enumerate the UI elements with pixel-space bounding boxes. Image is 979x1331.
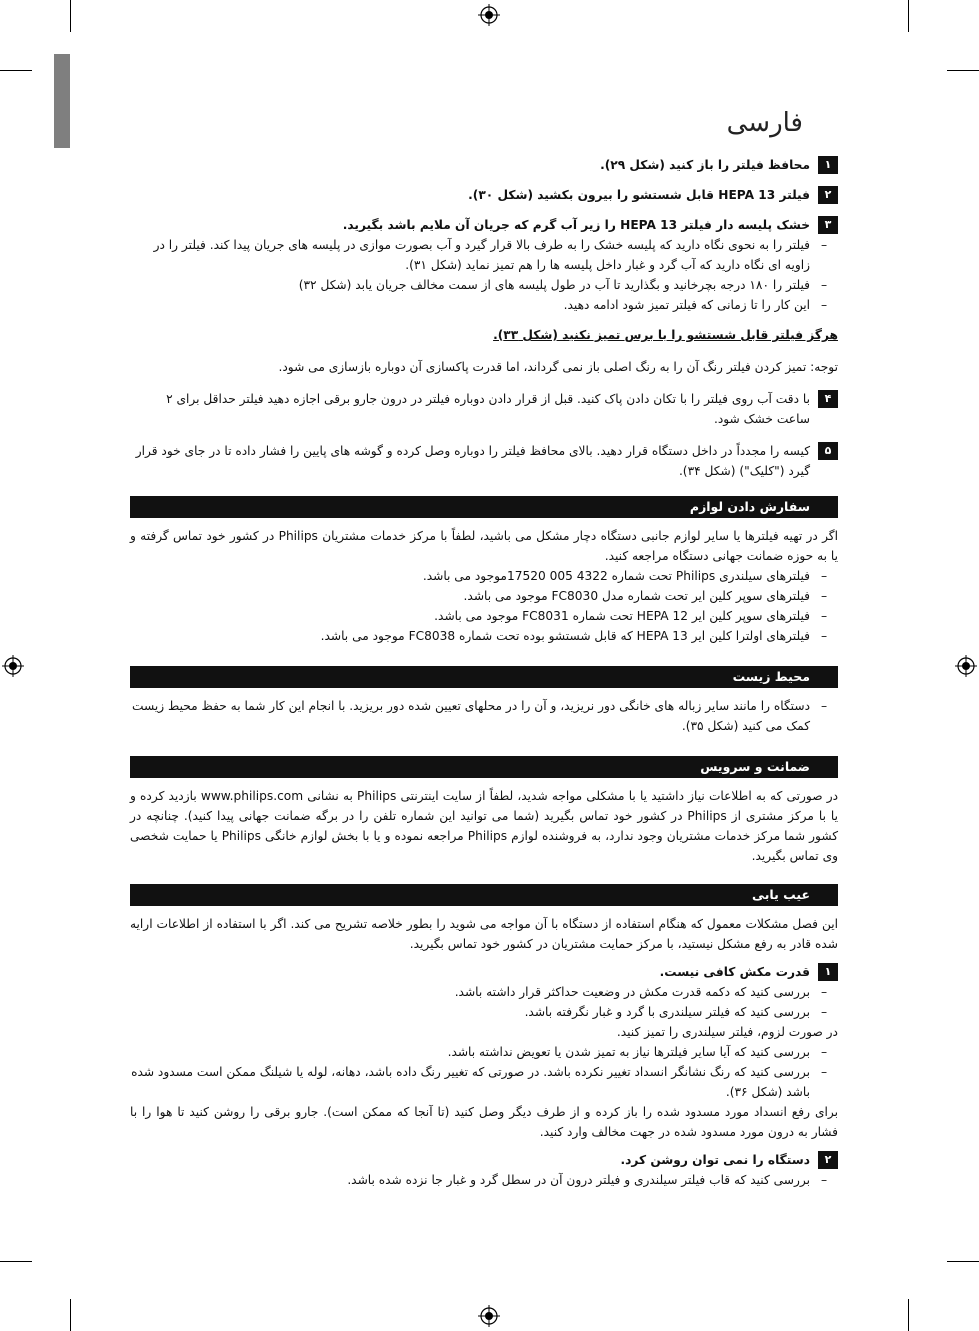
step-text: محافظ فیلتر را باز کنید (شکل ۲۹). [600,158,810,172]
body-paragraph: برای رفع انسداد مورد مسدود شده را باز کرده و از طرف دیگر وصل کنید (تا آنجا که ممکن است). جارو برقی را روشن کنید تا هوا را با فشار به درون مورد مسدود شده در جهت مخالف وارد کنید. [130,1105,838,1139]
section-heading: ضمانت و سرویس [130,756,838,778]
list-item [130,295,838,315]
list-item-text: فیلترهای سیلندری Philips تحت شماره 4322 005 17520موجود می باشد. [422,569,810,583]
list-item [130,566,838,586]
crop-mark [0,1261,32,1262]
step-4 [130,389,838,429]
list-item-text: فیلترهای سوپر کلین ایر HEPA 12 تحت شماره FC8031 موجود می باشد. [434,609,810,623]
step-5 [130,441,838,481]
dash-icon: – [820,1173,828,1187]
crop-mark [70,0,71,32]
list-item [130,1042,838,1062]
section-paragraph: اگر در تهیه فیلترها یا سایر لوازم جانبی دستگاه دچار مشکل می باشید، لطفاً با مرکز خدمات مشتریان Philips در کشور خود تماس گرفته و یا به حوزه ضمانت جهانی دستگاه مراجعه کنید. [130,529,838,563]
dash-icon: – [820,1005,828,1019]
step-text: خشک پلیسه دار فیلتر HEPA 13 را زیر آب گرم که جریان آن ملایم باشد بگیرید. [342,218,810,232]
list-item [130,275,838,295]
step-text: فیلتر HEPA 13 قابل شستشو را بیرون بکشید (شکل ۳۰). [468,188,810,202]
crop-mark [908,1299,909,1331]
step-number: ۱ [818,156,838,174]
list-item-text: فیلتر را ۱۸۰ درجه بچرخانید و بگذارید تا آب در طول پلیسه های از سمت مخالف جریان یابد (شکل ۳۲) [298,278,810,292]
step-number: ۴ [818,390,838,408]
registration-mark-icon [478,1305,500,1327]
list-item-text: این کار را تا زمانی که فیلتر تمیز شود ادامه دهید. [563,298,810,312]
list-item [130,1062,838,1102]
section-accessories [130,496,838,646]
dash-icon: – [820,569,828,583]
list-item-text: بررسی کنید که آیا سایر فیلترها نیاز به تمیز شدن یا تعویض نداشته باشد. [447,1045,810,1059]
registration-mark-icon [2,655,24,677]
cleaning-steps [130,155,838,481]
step-number: ۲ [818,186,838,204]
list-item [130,982,838,1002]
note-text: توجه: تمیز کردن فیلتر رنگ آن را به رنگ اصلی باز نمی گرداند، اما قدرت پاکسازی آن دوباره بازسازی می شود. [278,360,838,374]
crop-mark [947,70,979,71]
step-text: با دقت آب روی فیلتر را با تکان دادن پاک کنید. قبل از قرار دادن دوباره فیلتر در درون جارو برقی اجازه دهید فیلتر حداقل برای ۲ ساعت خشک شود. [166,392,810,426]
list-item [130,586,838,606]
step-text: دستگاه را نمی توان روشن کرد. [620,1153,810,1167]
section-environment [130,666,838,736]
step-text: کیسه را مجدداً در داخل دستگاه قرار دهید. بالای محافظ فیلتر را دوباره وصل کرده و گوشه های پایین را فشار داده تا در جای خود قرار گیرد ("کلیک") (شکل ۳۴). [135,444,810,478]
crop-mark [0,70,32,71]
dash-icon: – [820,589,828,603]
list-item-text: بررسی کنید که رنگ نشانگر انسداد تغییر نکرده باشد. در صورتی که تغییر رنگ داده باشد، دهانه، لوله یا شیلنگ ممکن است مسدود شده باشد (شکل ۳۶). [131,1065,810,1099]
problem-2 [130,1150,838,1170]
list-item-text: بررسی کنید که فیلتر سیلندری با گرد و غبار نگرفته باشد. [524,1005,810,1019]
dash-icon: – [820,629,828,643]
list-item-text: فیلترهای سوپر کلین ایر تحت شماره مدل FC8030 موجود می باشد. [463,589,810,603]
warning-line: هرگز فیلتر قابل شستشو را با برس تمیز نکنید (شکل ۳۳). [493,328,838,342]
dash-icon: – [820,298,828,312]
crop-mark [947,1261,979,1262]
list-item [130,1002,838,1022]
step-3 [130,215,838,235]
crop-mark [70,1299,71,1331]
section-heading: محیط زیست [130,666,838,688]
section-paragraph: این فصل مشکلات معمول که هنگام استفاده از دستگاه با آن مواجه می شوید را بطور خلاصه تشریح می کند. اگر با استفاده از اطلاعات ارایه شده قادر به رفع مشکل نیستید، با مرکز حمایت مشتریان در کشور خود تماس بگیرید. [130,917,838,951]
list-item-text: دستگاه را مانند سایر زباله های خانگی دور نریزید، و آن را در محلهای تعیین شده دور بریزید. با انجام این کار شما به حفظ محیط زیست کمک می کنید (شکل ۳۵). [132,699,810,733]
dash-icon: – [820,985,828,999]
step-number: ۳ [818,216,838,234]
step-number: ۵ [818,442,838,460]
problem-1 [130,962,838,982]
crop-mark [908,0,909,32]
dash-icon: – [820,1065,828,1079]
section-troubleshooting [130,884,838,1190]
dash-icon: – [820,609,828,623]
body-line: در صورت لزوم، فیلتر سیلندری را تمیز کنید. [616,1025,838,1039]
dash-icon: – [820,699,828,713]
section-guarantee [130,756,838,866]
list-item [130,696,838,736]
section-paragraph: در صورتی که به اطلاعات نیاز داشتید یا با مشکلی مواجه شدید، لطفاً از سایت اینترنتی Philips به نشانی www.philips.com بازدید کرده و یا با مرکز مشتری از Philips در کشور خود تماس بگیرید (شما می توانید این شماره تلفن را در برگه ضمانت جهانی پیدا کنید). چنانچه در کشور شما مرکز خدمات مشتریان وجود ندارد، به فروشنده لوازم Philips مراجعه نموده و یا با بخش لوازم خانگی Philips یا حمایت شخصی وی تماس بگیرید. [130,789,839,863]
section-heading: عیب یابی [130,884,838,906]
section-heading: سفارش دادن لوازم [130,496,838,518]
language-side-tab [54,54,70,148]
step-number: ۱ [818,963,838,981]
list-item-text: بررسی کنید که قاب فیلتر سیلندری و فیلتر درون آن در سطل گرد و غبار جا نزده شده باشد. [347,1173,810,1187]
step-text: قدرت مکش کافی نیست. [659,965,810,979]
list-item [130,626,838,646]
step-number: ۲ [818,1151,838,1169]
list-item-text: فیلتر را به نحوی نگاه دارید که پلیسه خشک را به طرف بالا قرار گیرد و آب بصورت موازی در پلیسه های جریان پیدا کند. فیلتر را در زاویه ای نگاه دارید که آب گرد و غبار داخل پلیسه ها را هم تمیز نماید (شکل ۳۱). [153,238,810,272]
step-1 [130,155,838,175]
list-item-text: فیلترهای اولترا کلین ایر HEPA 13 که قابل شستشو بوده تحت شماره FC8038 موجود می باشد. [320,629,810,643]
list-item-text: بررسی کنید که دکمه قدرت مکش در وضعیت حداکثر قرار داشته باشد. [454,985,810,999]
registration-mark-icon [478,4,500,26]
list-item [130,235,838,275]
dash-icon: – [820,1045,828,1059]
list-item [130,1170,838,1190]
dash-icon: – [820,278,828,292]
page-title: فارسی [726,108,803,138]
list-item [130,606,838,626]
dash-icon: – [820,238,828,252]
registration-mark-icon [955,655,977,677]
step-2 [130,185,838,205]
